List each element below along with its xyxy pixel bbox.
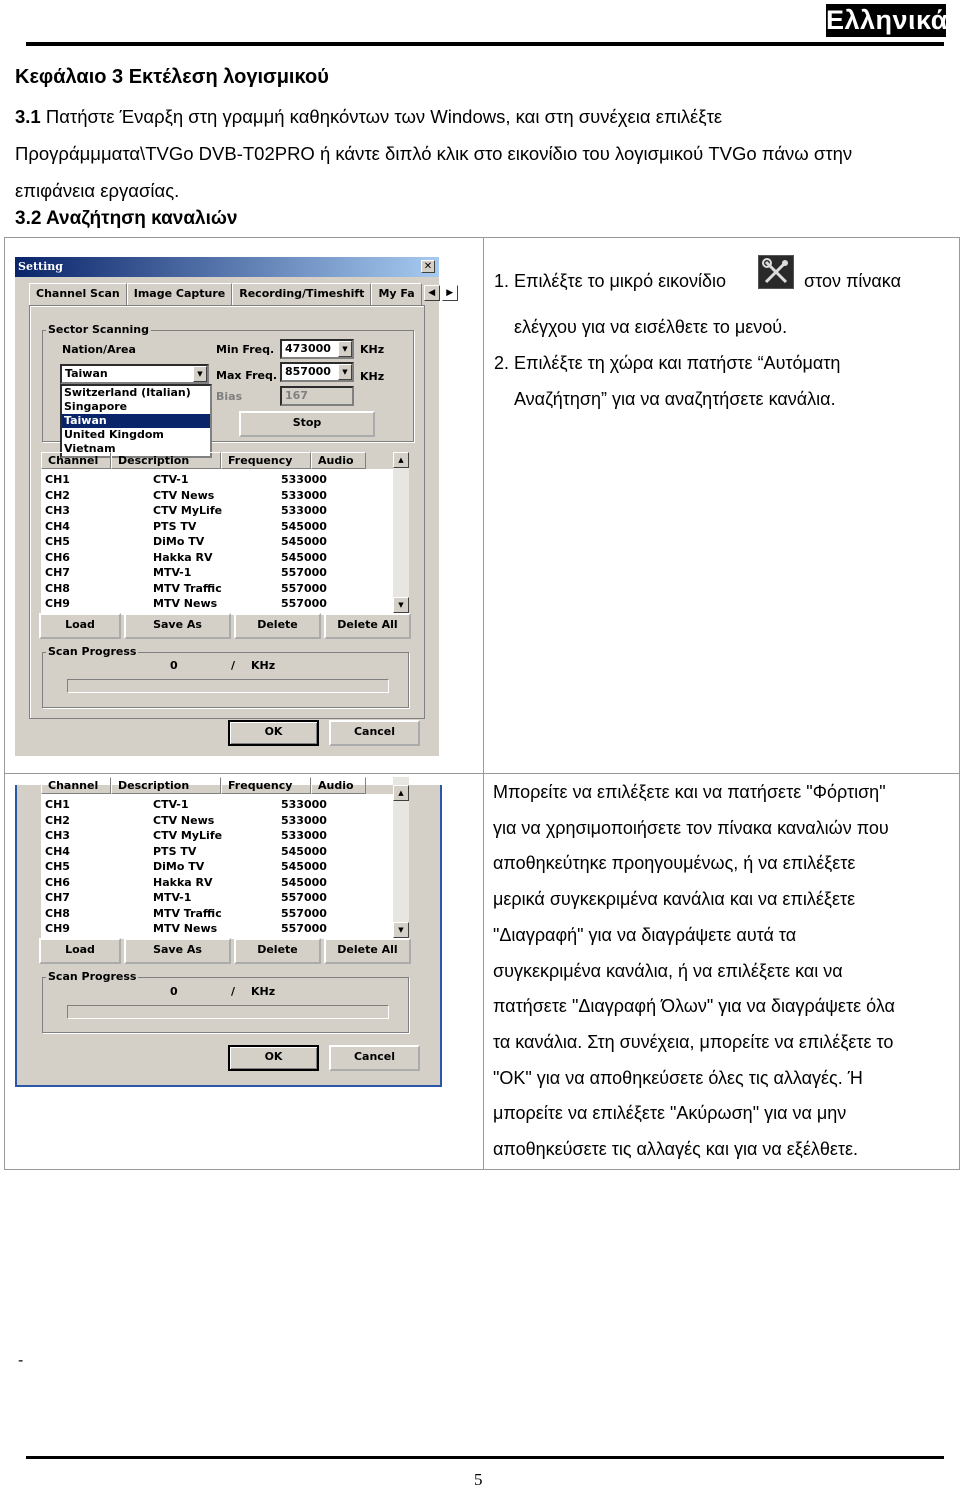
progress-separator: / [231,985,236,998]
step-1-line-b: στον πίνακα [804,271,901,291]
load-button[interactable]: Load [39,938,121,964]
step-1-line-a: 1. Επιλέξτε το μικρό εικονίδιο [494,271,726,291]
min-freq-label: Min Freq. [216,343,275,356]
bias-label: Bias [216,390,243,403]
nation-option-selected[interactable]: Taiwan [62,414,210,428]
channel-cell: CH5 [45,535,70,548]
channel-cell: CH3 [45,829,70,842]
description-cell: DiMo TV [153,860,205,873]
description-line: μερικά συγκεκριμένα κανάλια και να επιλέξετε [493,889,856,910]
close-icon[interactable]: ✕ [421,260,435,273]
description-cell: MTV-1 [153,891,192,904]
description-line: τα κανάλια. Στη συνέχεια, μπορείτε να επιλέξετε το [493,1031,894,1052]
table-row[interactable] [45,797,385,812]
table-row[interactable] [45,472,385,487]
save-as-button[interactable]: Save As [124,613,231,639]
description-line: μπορείτε να επιλέξετε "Ακύρωση" για να μην [493,1103,847,1124]
table-row[interactable] [45,519,385,534]
channel-list-scrollbar[interactable] [393,777,409,938]
description-line: αποθηκεύτηκε προηγουμένως, ή να επιλέξετε [493,853,856,874]
description-line: πατήσετε "Διαγραφή Όλων" για να διαγράψετε όλα [493,996,895,1017]
description-cell: CTV MyLife [153,829,223,842]
chapter-title: Κεφάλαιο 3 Εκτέλεση λογισμικού [15,66,329,88]
channel-list-scrollbar[interactable] [393,452,409,613]
max-freq-value: 857000 [285,365,331,378]
section-3-1-line3: επιφάνεια εργασίας. [15,180,180,201]
min-freq-unit: KHz [360,343,385,356]
tab-image-capture[interactable]: Image Capture [127,283,233,305]
tools-icon [758,255,794,289]
table-row[interactable] [45,844,385,859]
table-row[interactable] [45,921,385,936]
setting-dialog [15,257,454,756]
progress-unit: KHz [251,659,276,672]
nation-label: Nation/Area [62,343,136,356]
scroll-down-icon[interactable]: ▼ [393,922,409,938]
step-1-line-c: ελέγχου για να εισέλθετε το μενού. [514,317,788,337]
description-cell: CTV-1 [153,473,189,486]
delete-button[interactable]: Delete [234,613,321,639]
description-line: "Διαγραφή" για να διαγράψετε αυτά τα [493,924,797,945]
page-number: 5 [474,1470,483,1489]
description-cell: Hakka RV [153,875,213,889]
frequency-cell: 557000 [281,566,327,579]
frequency-cell: 545000 [281,519,327,533]
column-frequency[interactable]: Frequency [221,452,311,469]
cancel-button[interactable]: Cancel [329,1045,420,1071]
frequency-cell: 545000 [281,860,327,873]
tab-scroll-left-icon[interactable]: ◀ [424,285,440,301]
channel-cell: CH4 [45,519,70,533]
bias-input: 167 [280,386,354,406]
channel-cell: CH1 [45,473,70,486]
chevron-down-icon[interactable]: ▼ [193,366,207,382]
table-row[interactable] [45,813,385,828]
table-row[interactable] [45,581,385,596]
nation-dropdown-list [60,384,212,458]
channel-cell: CH8 [45,581,70,595]
min-freq-input[interactable] [280,339,354,359]
table-row[interactable] [45,859,385,874]
save-as-button[interactable]: Save As [124,938,231,964]
setting-dialog-cropped [15,779,442,1087]
table-row[interactable] [45,596,385,611]
scroll-up-icon[interactable]: ▲ [393,785,409,801]
ok-button[interactable]: OK [228,1045,319,1071]
description-cell: PTS TV [153,844,197,858]
nation-option[interactable]: Singapore [64,400,128,413]
description-cell: MTV Traffic [153,906,222,920]
frequency-cell: 533000 [281,473,327,486]
channel-list-header [41,777,366,794]
description-cell: MTV News [153,922,218,935]
column-channel[interactable]: Channel [41,777,111,794]
max-freq-label: Max Freq. [216,369,278,382]
description-line: αποθηκεύσετε τις αλλαγές και για να εξέλθετε. [493,1139,859,1160]
table-row[interactable] [45,550,385,565]
channel-cell: CH2 [45,488,70,502]
cancel-button[interactable]: Cancel [329,720,420,746]
frequency-cell: 557000 [281,922,327,935]
channel-cell: CH5 [45,860,70,873]
tab-scroll-right-icon[interactable]: ▶ [442,285,458,301]
table-row[interactable] [45,503,385,518]
section-3-1-line2: Προγράμμματα\TVGo DVB-T02PRO ή κάντε διπλό κλικ στο εικονίδιο του λογισμικού TVGo πάνω στην [15,143,853,164]
column-audio[interactable]: Audio [311,777,366,794]
channel-cell: CH1 [45,798,70,811]
nation-option[interactable]: United Kingdom [64,428,164,441]
section-3-2-title: 3.2 Αναζήτηση καναλιών [15,208,238,229]
ok-button[interactable]: OK [228,720,319,746]
frequency-cell: 545000 [281,535,327,548]
column-description[interactable]: Description [111,777,221,794]
scan-progress-label: Scan Progress [48,645,137,658]
description-line: για να χρησιμοποιήσετε τον πίνακα καναλιών που [493,817,889,838]
scroll-up-icon[interactable]: ▲ [393,452,409,468]
step-2-line-a: 2. Επιλέξτε τη χώρα και πατήστε “Αυτόματη [494,353,841,373]
column-audio[interactable]: Audio [311,452,366,469]
section-3-1-line1: Πατήστε Έναρξη στη γραμμή καθηκόντων των Windows, και στη συνέχεια επιλέξτε [40,106,723,127]
column-description[interactable]: Description [111,452,221,469]
frequency-cell: 557000 [281,906,327,920]
header-rule [26,42,944,46]
table-row[interactable] [45,906,385,921]
tab-bar [29,283,458,305]
max-freq-unit: KHz [360,370,385,383]
description-cell: CTV-1 [153,798,189,811]
nation-select[interactable] [60,364,209,384]
delete-button[interactable]: Delete [234,938,321,964]
frequency-cell: 533000 [281,798,327,811]
table-row[interactable] [45,890,385,905]
frequency-cell: 533000 [281,813,327,827]
frequency-cell: 557000 [281,891,327,904]
frequency-cell: 545000 [281,844,327,858]
channel-cell: CH4 [45,844,70,858]
description-cell: CTV News [153,813,215,827]
sector-scanning-label: Sector Scanning [48,323,149,336]
frequency-cell: 557000 [281,581,327,595]
description-cell: CTV MyLife [153,504,223,517]
progress-unit: KHz [251,985,276,998]
tab-my-favorite[interactable]: My Fa [371,283,421,305]
description-cell: DiMo TV [153,535,205,548]
min-freq-value: 473000 [285,342,331,355]
scroll-down-icon[interactable]: ▼ [393,597,409,613]
channel-list-header [41,452,366,469]
frequency-cell: 557000 [281,597,327,610]
scan-progress-bar [67,679,389,693]
delete-all-button[interactable]: Delete All [324,938,411,964]
scan-progress-bar [67,1005,389,1019]
footer-dash: - [18,1352,24,1369]
dialog-titlebar [15,257,439,277]
nation-option[interactable]: Switzerland (Italian) [64,386,191,399]
frequency-cell: 533000 [281,488,327,502]
tab-channel-scan[interactable]: Channel Scan [29,283,127,307]
channel-cell: CH2 [45,813,70,827]
channel-cell: CH9 [45,922,70,935]
frequency-cell: 545000 [281,550,327,564]
chevron-down-icon[interactable]: ▼ [338,341,352,357]
progress-separator: / [231,659,236,672]
stop-button[interactable]: Stop [239,411,375,437]
channel-cell: CH7 [45,566,70,579]
description-line: Μπορείτε να επιλέξετε και να πατήσετε "Φόρτιση" [493,782,886,802]
chevron-down-icon[interactable]: ▼ [338,364,352,380]
nation-select-value: Taiwan [65,367,108,380]
description-cell: CTV News [153,488,215,502]
step-2-line-b: Αναζήτηση” για να αναζητήσετε κανάλια. [514,389,836,409]
channel-cell: CH3 [45,504,70,517]
frequency-cell: 533000 [281,829,327,842]
max-freq-input[interactable] [280,362,354,382]
section-3-1-text [15,98,935,209]
table-row[interactable] [45,828,385,843]
progress-value: 0 [170,985,178,998]
scan-progress-label: Scan Progress [48,970,137,983]
channel-cell: CH6 [45,875,70,889]
description-cell: PTS TV [153,519,197,533]
description-text [493,775,895,1168]
dialog-title: Setting [18,260,63,273]
section-3-1-number: 3.1 [15,106,41,127]
frequency-cell: 533000 [281,504,327,517]
progress-value: 0 [170,659,178,672]
description-cell: MTV-1 [153,566,192,579]
tab-recording-timeshift[interactable]: Recording/Timeshift [232,283,371,305]
table-row[interactable] [45,534,385,549]
column-frequency[interactable]: Frequency [221,777,311,794]
channel-cell: CH9 [45,597,70,610]
table-row[interactable] [45,565,385,580]
description-cell: MTV Traffic [153,581,222,595]
language-badge: Ελληνικά [826,5,948,35]
description-line: συγκεκριμένα κανάλια, ή να επιλέξετε και να [493,960,843,981]
column-channel[interactable]: Channel [41,452,111,469]
nation-option[interactable]: Vietnam [64,442,116,455]
description-line: "OK" για να αποθηκεύσετε όλες τις αλλαγές. Ή [493,1067,863,1088]
footer-rule [26,1456,944,1459]
delete-all-button[interactable]: Delete All [324,613,411,639]
channel-cell: CH7 [45,891,70,904]
frequency-cell: 545000 [281,875,327,889]
channel-cell: CH8 [45,906,70,920]
description-cell: Hakka RV [153,550,213,564]
load-button[interactable]: Load [39,613,121,639]
table-row[interactable] [45,488,385,503]
description-cell: MTV News [153,597,218,610]
channel-cell: CH6 [45,550,70,564]
table-row[interactable] [45,875,385,890]
